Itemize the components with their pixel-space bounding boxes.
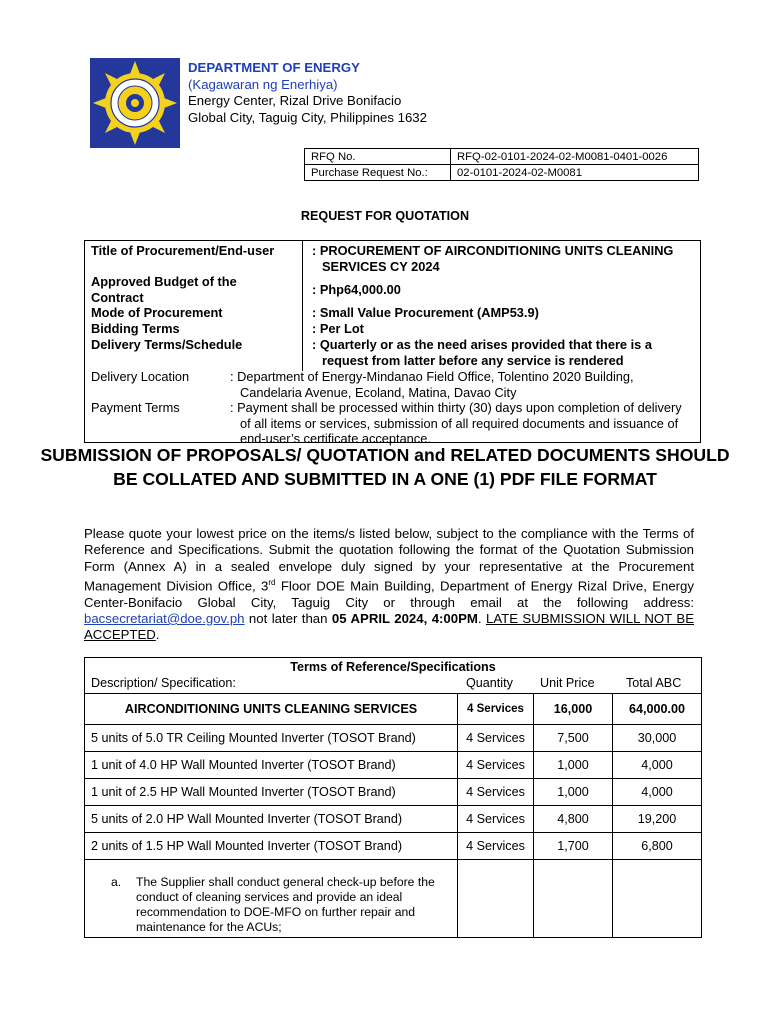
row-quantity: 4 Services (458, 779, 534, 806)
note-item (111, 875, 447, 935)
deadline-text: 05 APRIL 2024, 4:00PM (331, 610, 478, 626)
row-quantity: 4 Services (458, 725, 534, 752)
instructions-end: . (155, 627, 160, 643)
doe-logo (90, 58, 180, 148)
rfq-row (305, 149, 699, 165)
table-row (85, 806, 702, 833)
terms-of-reference-table (84, 657, 702, 938)
row-quantity: 4 Services (458, 806, 534, 833)
note-cell (85, 860, 458, 938)
row-total: 19,200 (613, 806, 702, 833)
rfq-reference-table (304, 148, 699, 181)
note-total-empty (613, 860, 702, 938)
row-total: 4,000 (613, 752, 702, 779)
budget-label: Approved Budget of the Contract (91, 274, 237, 305)
row-description: 1 unit of 4.0 HP Wall Mounted Inverter (TOSOT Brand) (85, 752, 458, 779)
procurement-info-box (84, 240, 701, 446)
table-row (85, 694, 702, 725)
row-description: AIRCONDITIONING UNITS CLEANING SERVICES (85, 694, 458, 725)
mode-label: Mode of Procurement (91, 305, 223, 320)
email-link[interactable]: bacsecretariat@doe.gov.ph (84, 610, 245, 626)
row-unit-price: 16,000 (534, 694, 613, 725)
doe-seal-icon (90, 58, 180, 148)
submission-notice: SUBMISSION OF PROPOSALS/ QUOTATION and RELATED DOCUMENTS SHOULD BE COLLATED AND SUBMITTED IN A ONE (1) PDF FILE FORMAT (40, 445, 730, 489)
rfq-no-value: RFQ-02-0101-2024-02-M0081-0401-0026 (451, 149, 699, 165)
delivery-terms-label: Delivery Terms/Schedule (91, 337, 243, 352)
terms-header-cell (85, 658, 702, 694)
address-line-1: Energy Center, Rizal Drive Bonifacio (188, 93, 402, 108)
info-divider (302, 241, 303, 371)
title-label: Title of Procurement/End-user (91, 243, 275, 258)
title-value: : PROCUREMENT OF AIRCONDITIONING UNITS CLEANING SERVICES CY 2024 (312, 243, 674, 274)
row-description: 1 unit of 2.5 HP Wall Mounted Inverter (TOSOT Brand) (85, 779, 458, 806)
row-description: 5 units of 2.0 HP Wall Mounted Inverter (TOSOT Brand) (85, 806, 458, 833)
row-total: 64,000.00 (613, 694, 702, 725)
table-row (85, 833, 702, 860)
row-quantity: 4 Services (458, 694, 534, 725)
row-description: 2 units of 1.5 HP Wall Mounted Inverter (TOSOT Brand) (85, 833, 458, 860)
col-total-abc: Total ABC (626, 676, 682, 690)
budget-value: : Php64,000.00 (312, 282, 401, 297)
terms-header-row (85, 658, 702, 694)
delivery-terms-value: : Quarterly or as the need arises provided that there is a request from latter before any service is rendered (312, 337, 652, 368)
payment-label: Payment Terms (91, 400, 180, 415)
delivery-location-value: : Department of Energy-Mindanao Field Office, Tolentino 2020 Building, Candelaria Avenue, Ecoland, Matina, Davao City (230, 369, 634, 400)
delivery-location-label: Delivery Location (91, 369, 190, 384)
pr-no-label: Purchase Request No.: (305, 165, 451, 181)
row-quantity: 4 Services (458, 833, 534, 860)
instructions-text-4: . (477, 610, 486, 626)
row-total: 6,800 (613, 833, 702, 860)
agency-name: DEPARTMENT OF ENERGY (188, 60, 360, 75)
row-quantity: 4 Services (458, 752, 534, 779)
note-text: The Supplier shall conduct general check-up before the conduct of cleaning services and provide an ideal recommendation to DOE-MFO on further repair and maintenance for the ACUs; (136, 875, 435, 934)
row-unit-price: 4,800 (534, 806, 613, 833)
note-quantity-empty (458, 860, 534, 938)
col-quantity: Quantity (466, 676, 513, 690)
note-unit-empty (534, 860, 613, 938)
table-row (85, 752, 702, 779)
table-row (85, 860, 702, 938)
row-unit-price: 1,000 (534, 779, 613, 806)
col-description: Description/ Specification: (91, 676, 236, 690)
bidding-label: Bidding Terms (91, 321, 180, 336)
instructions-text-1: Please quote your lowest price on the items/s listed below, subject to the compliance with the Terms of Reference and Specifications. Submit the quotation following the format of the Quotation Submission Form (Annex A) in a sealed envelope duly signed by your representative at the Procurement Management Division Office, 3 (84, 526, 694, 594)
row-total: 30,000 (613, 725, 702, 752)
note-marker: a. (111, 875, 122, 889)
instructions-text-3: not later than (244, 610, 332, 626)
late-submission-warning: LATE SUBMISSION WILL NOT BE ACCEPTED (84, 610, 695, 643)
pr-no-value: 02-0101-2024-02-M0081 (451, 165, 699, 181)
agency-header (188, 60, 427, 126)
table-row (85, 779, 702, 806)
terms-caption: Terms of Reference/Specifications (290, 660, 496, 674)
pr-row (305, 165, 699, 181)
instructions-paragraph (84, 526, 694, 643)
bidding-value: : Per Lot (312, 321, 364, 336)
document-title: REQUEST FOR QUOTATION (300, 209, 470, 223)
row-total: 4,000 (613, 779, 702, 806)
mode-value: : Small Value Procurement (AMP53.9) (312, 305, 539, 320)
address-line-2: Global City, Taguig City, Philippines 1632 (188, 109, 427, 125)
instructions-text-2: Floor DOE Main Building, Department of Energy Rizal Drive, Energy Center-Bonifacio Global City, Taguig City or through email at the following address: (84, 578, 694, 610)
row-description: 5 units of 5.0 TR Ceiling Mounted Inverter (TOSOT Brand) (85, 725, 458, 752)
row-unit-price: 1,700 (534, 833, 613, 860)
rfq-no-label: RFQ No. (305, 149, 451, 165)
payment-value: : Payment shall be processed within thirty (30) days upon completion of delivery of all items or services, submission of all required documents and issuance of end-user’s certificate acceptance. (230, 400, 682, 446)
table-row (85, 725, 702, 752)
col-unit-price: Unit Price (540, 676, 595, 690)
row-unit-price: 7,500 (534, 725, 613, 752)
agency-local-name: (Kagawaran ng Enerhiya) (188, 76, 338, 92)
ordinal-suffix: rd (268, 577, 276, 587)
row-unit-price: 1,000 (534, 752, 613, 779)
